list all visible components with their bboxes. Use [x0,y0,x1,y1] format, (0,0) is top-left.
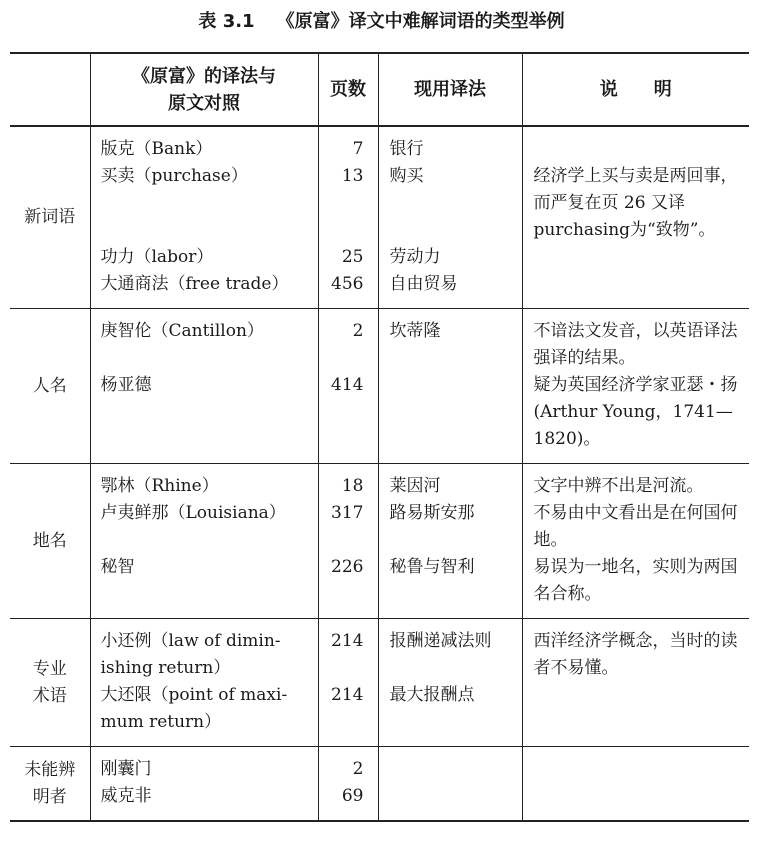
original-term: ishing return） [100,658,231,678]
category-cell [10,747,90,822]
spacer [390,190,516,244]
page-cell [318,464,378,619]
note-text: 经济学上买与卖是两回事，而严复在页 26 又译purchasing为“致物”。 [533,166,738,240]
page-number: 25 [341,247,364,267]
current-term: 劳动力 [389,247,441,267]
header-original-line2: 原文对照 [168,92,240,114]
original-term: 刚囊门 [100,759,152,779]
note-cell [522,619,749,747]
table-caption [0,7,763,33]
note-text: 不谙法文发音，以英语译法强译的结果。 [533,321,738,368]
original-term: 卢夷鲜那（Louisiana） [100,503,286,523]
spacer [329,190,364,244]
original-term: 大通商法（free trade） [100,274,289,294]
table-row [10,309,749,464]
page-number: 69 [341,786,364,806]
current-cell [378,309,522,464]
original-cell [90,309,318,464]
table-number: 表 3.1 [198,11,255,32]
current-term: 银行 [389,139,424,159]
original-term: 杨亚德 [100,375,152,395]
spacer [101,345,312,372]
original-term: 小还例（law of dimin- [100,631,281,651]
category-cell [10,619,90,747]
page-cell [318,309,378,464]
category-line: 未能辨 [24,759,76,780]
current-term: 路易斯安那 [389,503,475,523]
category-line: 专业 [32,658,67,679]
note-text: 疑为英国经济学家亚瑟・扬(Arthur Young，1741—1820)。 [533,375,738,449]
original-term: 秘智 [100,557,135,577]
term-table [10,52,749,822]
header-original [90,53,318,126]
original-term: 庚智伦（Cantillon） [100,321,264,341]
note-cell [522,126,749,309]
page-number: 226 [331,557,364,577]
page-number: 13 [341,166,364,186]
page-number: 2 [352,759,364,779]
header-category [10,53,90,126]
page-number: 2 [352,321,364,341]
original-cell [90,747,318,822]
table-row [10,126,749,309]
page-number: 414 [331,375,364,395]
header-note: 说 明 [522,53,749,126]
category-cell: 地名 [10,464,90,619]
current-cell [378,619,522,747]
note-cell [522,309,749,464]
original-term: 大还限（point of maxi- [100,685,288,705]
page-number: 18 [341,476,364,496]
current-term: 莱因河 [389,476,441,496]
note-text: 不易由中文看出是在何国何地。 [533,503,738,550]
current-cell [378,464,522,619]
original-cell [90,126,318,309]
spacer [390,527,516,554]
page-number: 214 [331,631,364,651]
original-cell [90,619,318,747]
category-cell: 新词语 [10,126,90,309]
note-text: 文字中辨不出是河流。 [533,476,704,496]
note-text: 西洋经济学概念，当时的读者不易懂。 [533,631,738,678]
spacer [329,345,364,372]
category-line: 术语 [32,685,67,706]
note-cell [522,747,749,822]
current-term: 坎蒂隆 [389,321,441,341]
spacer [101,190,312,244]
spacer [101,527,312,554]
current-term: 最大报酬点 [389,685,475,705]
original-term: 鄂林（Rhine） [100,476,219,496]
original-term: mum return） [100,712,222,732]
spacer [534,136,742,163]
header-current: 现用译法 [378,53,522,126]
page-cell [318,126,378,309]
original-term: 版克（Bank） [100,139,213,159]
header-original-line1: 《原富》的译法与 [132,65,276,87]
original-term: 功力（labor） [100,247,214,267]
category-line: 明者 [32,786,67,807]
header-row [10,53,749,126]
current-term: 自由贸易 [389,274,458,294]
spacer [390,655,516,682]
current-term: 报酬递减法则 [389,631,492,651]
page-cell [318,619,378,747]
page-number: 317 [331,503,364,523]
spacer [329,527,364,554]
original-term: 威克非 [100,786,152,806]
current-cell [378,126,522,309]
page-cell [318,747,378,822]
spacer [329,655,364,682]
note-text: 易误为一地名，实则为两国名合称。 [533,557,738,604]
original-cell [90,464,318,619]
original-term: 买卖（purchase） [100,166,248,186]
page-number: 456 [331,274,364,294]
current-term: 购买 [389,166,424,186]
table-row [10,464,749,619]
table-title: 《原富》译文中难解词语的类型举例 [276,11,565,32]
current-cell [378,747,522,822]
table-row [10,747,749,822]
note-cell [522,464,749,619]
current-term: 秘鲁与智利 [389,557,475,577]
category-cell: 人名 [10,309,90,464]
page-number: 214 [331,685,364,705]
table-row [10,619,749,747]
header-page: 页数 [318,53,378,126]
page-number: 7 [352,139,364,159]
